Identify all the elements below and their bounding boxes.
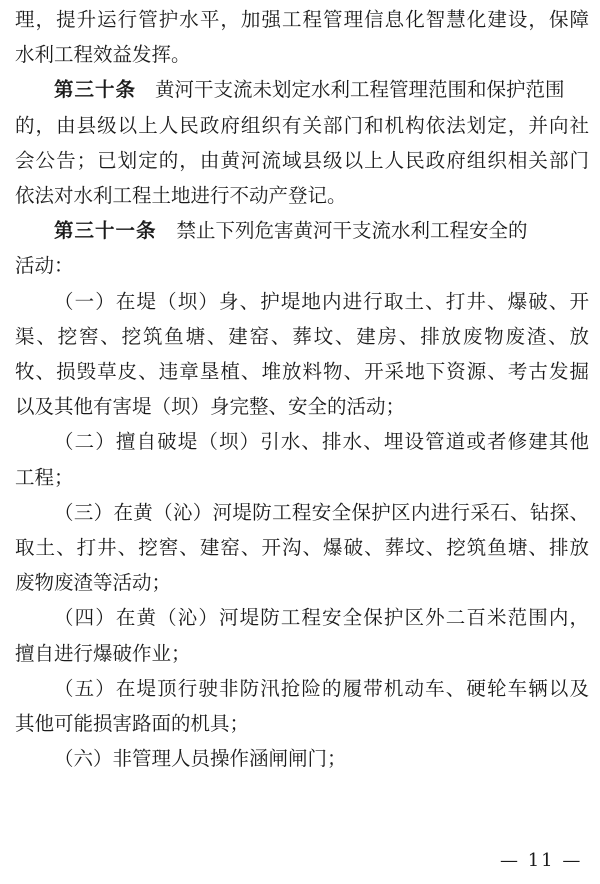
item-4-line-1: （四）在黄（沁）河堤防工程安全保护区外二百米范围内， <box>54 606 589 630</box>
item-3-line-3: 废物废渣等活动； <box>15 571 172 595</box>
item-2-line-2: 工程； <box>15 465 74 489</box>
item-1-line-1: （一）在堤（坝）身、护堤地内进行取土、打井、爆破、开 <box>54 289 589 313</box>
text-line-8: 活动： <box>15 254 74 278</box>
article-30-first-line <box>54 73 589 107</box>
text-line-5: 会公告；已划定的，由黄河流域县级以上人民政府组织相关部门 <box>15 148 589 172</box>
article-30-text: 黄河干支流未划定水利工程管理范围和保护范围 <box>155 78 565 102</box>
text-line-2: 水利工程效益发挥。 <box>15 43 191 67</box>
article-30-heading: 第三十条 <box>54 78 137 102</box>
item-1-line-4: 以及其他有害堤（坝）身完整、安全的活动； <box>15 395 406 419</box>
text-line-1: 理，提升运行管护水平，加强工程管理信息化智慧化建设，保障 <box>15 8 589 31</box>
page-number: — 11 — <box>500 850 583 871</box>
text-line-6: 依法对水利工程土地进行不动产登记。 <box>15 184 347 207</box>
article-31-text: 禁止下列危害黄河干支流水利工程安全的 <box>176 219 528 243</box>
item-5-line-1: （五）在堤顶行驶非防汛抢险的履带机动车、硬轮车辆以及 <box>54 676 589 700</box>
item-5-line-2: 其他可能损害路面的机具； <box>15 712 250 735</box>
item-6-line-1: （六）非管理人员操作涵闸闸门； <box>54 747 347 771</box>
item-3-line-1: （三）在黄（沁）河堤防工程安全保护区内进行采石、钻探、 <box>54 500 589 524</box>
item-1-line-3: 牧、损毁草皮、违章垦植、堆放料物、开采地下资源、考古发掘 <box>15 360 589 383</box>
article-31-heading: 第三十一条 <box>54 219 157 243</box>
article-31-first-line <box>54 214 589 248</box>
item-3-line-2: 取土、打井、挖窖、建窑、开沟、爆破、葬坟、挖筑鱼塘、排放 <box>15 536 589 559</box>
item-1-line-2: 渠、挖窖、挖筑鱼塘、建窑、葬坟、建房、排放废物废渣、放 <box>15 324 589 348</box>
text-line-4: 的，由县级以上人民政府组织有关部门和机构依法划定，并向社 <box>15 113 589 137</box>
item-4-line-2: 擅自进行爆破作业； <box>15 641 191 665</box>
item-2-line-1: （二）擅自破堤（坝）引水、排水、埋设管道或者修建其他 <box>54 430 589 454</box>
